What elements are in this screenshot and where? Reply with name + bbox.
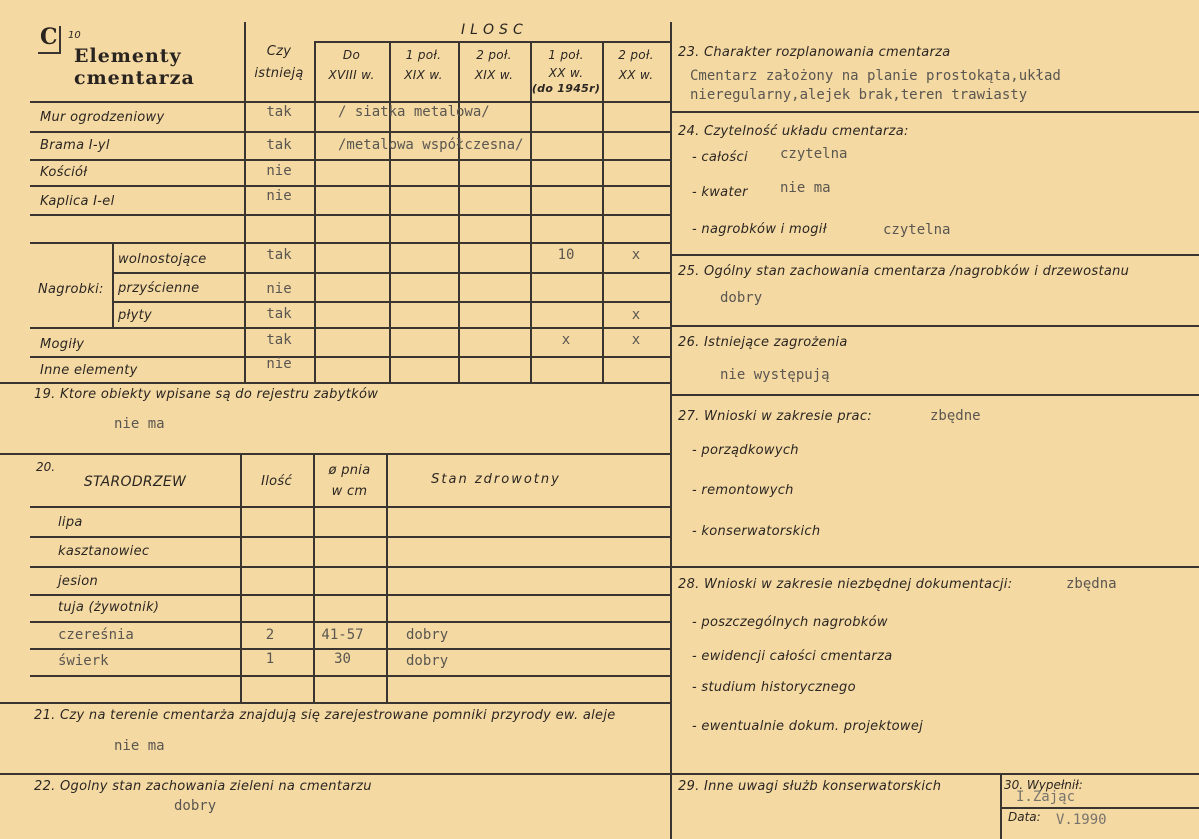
s25-value: dobry [720,290,763,306]
elements-title-line2: cmentarza [74,67,195,89]
row-inne-label: Inne elementy [40,363,138,378]
form-number: 10 [68,30,81,41]
period-4-l1: 1 poł. [548,48,584,62]
period-5-l2: XX w. [618,68,654,82]
s27-a: - porządkowych [692,443,799,458]
s30-data-value: V.1990 [1056,812,1107,828]
row-wolnostojace-c5: x [631,247,641,263]
s30-label: 30. Wypełnił: [1004,778,1083,792]
s28-value: zbędna [1066,576,1117,592]
s30-data-label: Data: [1008,810,1041,824]
row-mogily-value: tak [266,332,292,348]
tree-row-dia: 30 [334,651,351,667]
row-mogily-label: Mogiły [40,337,85,352]
s26-label: 26. Istniejące zagrożenia [678,335,848,350]
s21-value: nie ma [114,738,165,754]
s23-line2: nieregularny,alejek brak,teren trawiasty [690,87,1028,103]
s28-label: 28. Wnioski w zakresie niezbędnej dokumentacji: [678,577,1013,592]
tree-row-count: 2 [265,627,275,643]
s19-value: nie ma [114,416,165,432]
row-brama-note: /metalowa współczesna/ [338,137,524,153]
row-wolnostojace-value: tak [266,247,292,263]
tree-row-name: jesion [58,574,98,589]
s28-c: - studium historycznego [692,680,856,695]
nagrobki-label: Nagrobki: [38,282,104,297]
s22-label: 22. Ogolny stan zachowania zieleni na cmentarzu [34,779,372,794]
col-ilosc: I L O S C [460,22,524,38]
row-kaplica-label: Kaplica I-el [40,194,115,209]
period-2-l1: 1 poł. [405,48,442,62]
s19-label: 19. Ktore obiekty wpisane są do rejestru zabytków [34,387,379,402]
form-letter: C [40,24,58,50]
tree-row-name: czereśnia [58,627,134,643]
s28-d: - ewentualnie dokum. projektowej [692,719,924,734]
s27-c: - konserwatorskich [692,524,821,539]
s27-b: - remontowych [692,483,794,498]
s30-name: I.Zając [1016,789,1076,805]
row-brama-label: Brama I-yl [40,138,110,153]
period-4-l2: XX w. [548,66,584,80]
period-2-l2: XIX w. [404,68,443,82]
col-czy: Czy [266,44,292,59]
row-kaplica-value: nie [266,188,292,204]
row-inne-value: nie [266,356,292,372]
row-mogily-c5: x [631,332,641,348]
row-przyscienne-value: nie [266,281,292,297]
s25-label: 25. Ogólny stan zachowania cmentarza /nagrobków i drzewostanu [678,264,1130,279]
row-kosciol-value: nie [266,163,292,179]
s27-value: zbędne [930,408,981,424]
period-3-l2: XIX w. [474,68,514,82]
row-mur-value: tak [266,104,292,120]
tree-row-name: kasztanowiec [58,544,150,559]
row-kosciol-label: Kościół [40,165,88,180]
period-1-l1: Do [342,48,361,62]
row-mur-note: / siatka metalowa/ [338,104,490,120]
s24-kwater: - kwater [692,185,748,200]
s24-label: 24. Czytelność układu cmentarza: [678,124,909,139]
period-1-l2: XVIII w. [328,68,375,82]
tree-row-state: dobry [406,653,449,669]
s24-calosci-value: czytelna [780,146,848,162]
s20-col-ilosc: Ilość [261,474,292,489]
elements-title-line1: Elementy [74,45,182,67]
row-plyty-value: tak [266,306,292,322]
tree-row-count: 1 [265,651,275,667]
s22-value: dobry [174,798,217,814]
s29-label: 29. Inne uwagi służb konserwatorskich [678,779,942,794]
s24-nagrobkow-value: czytelna [883,222,951,238]
row-mogily-c4: x [561,332,571,348]
row-wolnostojace-c4: 10 [557,247,575,263]
row-przyscienne-label: przyścienne [118,281,200,296]
tree-row-name: tuja (żywotnik) [58,600,160,615]
s20-col-pnia2: w cm [331,484,368,499]
s24-calosci: - całości [692,150,748,165]
col-istnieja: istnieją [254,66,304,81]
s20-title: STARODRZEW [83,474,187,490]
period-3-l1: 2 poł. [476,48,512,62]
tree-row-state: dobry [406,627,449,643]
s24-nagrobkow: - nagrobków i mogił [692,222,827,237]
s20-num: 20. [36,460,56,474]
tree-row-name: lipa [58,515,83,530]
row-brama-value: tak [266,137,292,153]
row-plyty-c5: x [631,307,641,323]
s23-label: 23. Charakter rozplanowania cmentarza [678,45,951,60]
s23-line1: Cmentarz założony na planie prostokąta,układ [690,68,1061,84]
s28-b: - ewidencji całości cmentarza [692,649,893,664]
s28-a: - poszczególnych nagrobków [692,615,888,630]
period-5-l1: 2 poł. [618,48,654,62]
s27-label: 27. Wnioski w zakresie prac: [678,409,872,424]
s21-label: 21. Czy na terenie cmentarża znajdują się zarejestrowane pomniki przyrody ew. aleje [34,708,616,723]
s20-col-stan: Stan zdrowotny [431,472,561,487]
s26-value: nie występują [720,367,830,383]
s20-col-pnia1: ø pnia [328,463,371,478]
tree-row-name: świerk [58,653,109,669]
period-4-l3: (do 1945r) [531,82,601,95]
s24-kwater-value: nie ma [780,180,831,196]
row-wolnostojace-label: wolnostojące [118,252,207,267]
row-plyty-label: płyty [118,308,152,323]
row-mur-label: Mur ogrodzeniowy [40,110,165,125]
tree-row-dia: 41-57 [321,627,364,643]
